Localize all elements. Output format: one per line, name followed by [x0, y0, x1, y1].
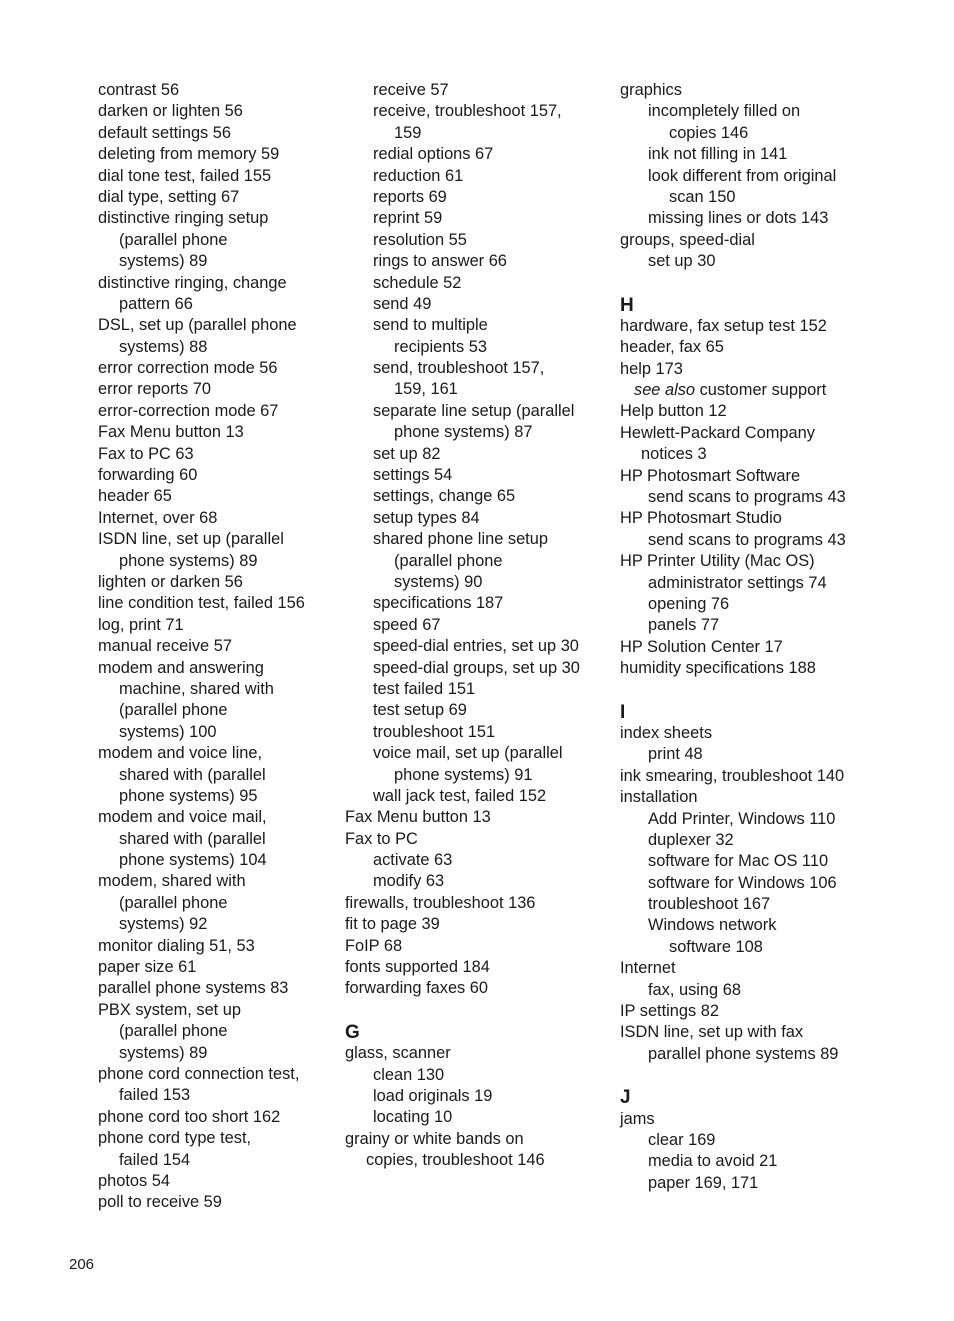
index-subentry: speed 67 [373, 615, 441, 634]
index-entry: PBX system, set up [98, 1000, 242, 1019]
index-subentry: media to avoid 21 [648, 1152, 778, 1171]
index-subentry: shared with (parallel [119, 829, 266, 848]
index-entry: paper size 61 [98, 958, 197, 977]
index-subentry: failed 153 [119, 1086, 191, 1105]
index-subentry: notices 3 [641, 445, 707, 464]
index-entry: manual receive 57 [98, 637, 232, 656]
index-entry: dial type, setting 67 [98, 187, 240, 206]
index-entry: humidity specifications 188 [620, 659, 816, 678]
index-entry: lighten or darken 56 [98, 572, 243, 591]
index-entry: Hewlett-Packard Company [620, 423, 815, 442]
index-entry: Internet, over 68 [98, 508, 218, 527]
index-subentry: settings, change 65 [373, 487, 516, 506]
index-subentry: reprint 59 [373, 209, 443, 228]
index-entry: line condition test, failed 156 [98, 594, 305, 613]
index-entry: index sheets [620, 723, 713, 742]
index-subentry: shared phone line setup [373, 530, 548, 549]
index-entry: phone cord connection test, [98, 1064, 300, 1083]
index-entry: ISDN line, set up with fax [620, 1023, 804, 1042]
index-entry: Help button 12 [620, 402, 727, 421]
index-subentry: missing lines or dots 143 [648, 209, 829, 228]
index-subentry: systems) 89 [119, 252, 208, 271]
index-subentry: receive 57 [373, 81, 449, 99]
index-subentry: look different from original [648, 166, 837, 185]
index-entry: groups, speed-dial [620, 230, 755, 249]
index-entry: Fax Menu button 13 [345, 808, 491, 827]
see-also-target: customer support [695, 381, 827, 400]
index-subentry: set up 30 [648, 252, 716, 271]
index-subentry: print 48 [648, 745, 703, 764]
index-section-heading: H [620, 294, 634, 316]
index-subentry: failed 154 [119, 1150, 191, 1169]
index-entry: modem, shared with [98, 872, 246, 891]
index-subentry: systems) 90 [394, 572, 483, 591]
index-subentry: separate line setup (parallel [373, 401, 575, 420]
index-entry: error reports 70 [98, 380, 211, 399]
index-subentry: modify 63 [373, 872, 445, 891]
index-column-2 [345, 80, 605, 1172]
index-entry: Fax to PC 63 [98, 444, 194, 463]
index-entry: IP settings 82 [620, 1002, 720, 1021]
index-subentry: administrator settings 74 [648, 573, 827, 592]
index-entry: HP Photosmart Studio [620, 509, 782, 528]
index-subentry: scan 150 [669, 187, 736, 206]
index-entry: Fax Menu button 13 [98, 423, 244, 442]
index-subentry: speed-dial groups, set up 30 [373, 658, 580, 677]
index-entry: darken or lighten 56 [98, 102, 243, 121]
index-subentry: systems) 92 [119, 915, 208, 934]
index-subentry: wall jack test, failed 152 [373, 786, 547, 805]
index-entry: Internet [620, 959, 676, 978]
index-subentry: software for Windows 106 [648, 873, 837, 892]
index-entry: fonts supported 184 [345, 958, 490, 977]
index-column-1 [98, 80, 338, 1214]
index-entry: installation [620, 788, 698, 807]
index-subentry: systems) 100 [119, 722, 217, 741]
index-subentry: (parallel phone [119, 1022, 228, 1041]
index-entry: contrast 56 [98, 81, 180, 99]
index-subentry: copies, troubleshoot 146 [366, 1151, 545, 1170]
index-section-heading: J [620, 1087, 631, 1109]
index-entry: forwarding faxes 60 [345, 979, 489, 998]
index-subentry: clear 169 [648, 1130, 716, 1149]
index-entry: deleting from memory 59 [98, 145, 280, 164]
index-entry: DSL, set up (parallel phone [98, 316, 297, 335]
index-entry: distinctive ringing, change [98, 273, 287, 292]
index-entry: monitor dialing 51, 53 [98, 936, 255, 955]
index-entry: default settings 56 [98, 123, 232, 142]
index-subentry: systems) 89 [119, 1043, 208, 1062]
index-entry: error-correction mode 67 [98, 401, 279, 420]
index-entry: HP Photosmart Software [620, 466, 801, 485]
index-subentry: opening 76 [648, 594, 730, 613]
index-subentry: setup types 84 [373, 508, 480, 527]
index-subentry: activate 63 [373, 851, 453, 870]
index-entry: glass, scanner [345, 1044, 451, 1063]
index-subentry: duplexer 32 [648, 830, 734, 849]
index-subentry: settings 54 [373, 466, 453, 485]
index-entry: ISDN line, set up (parallel [98, 530, 284, 549]
index-subentry: machine, shared with [119, 679, 274, 698]
index-subentry: panels 77 [648, 616, 720, 635]
index-subentry: receive, troubleshoot 157, [373, 102, 562, 121]
index-entry: log, print 71 [98, 615, 184, 634]
index-subentry: reduction 61 [373, 166, 464, 185]
index-entry: header, fax 65 [620, 338, 724, 357]
index-section-heading: G [345, 1021, 360, 1043]
index-entry: Fax to PC [345, 829, 418, 848]
index-subentry: send, troubleshoot 157, [373, 359, 545, 378]
index-subentry: troubleshoot 151 [373, 722, 496, 741]
index-subentry: send 49 [373, 294, 432, 313]
index-entry: dial tone test, failed 155 [98, 166, 272, 185]
index-subentry: phone systems) 91 [394, 765, 533, 784]
index-subentry: reports 69 [373, 187, 447, 206]
index-subentry: parallel phone systems 89 [648, 1044, 839, 1063]
index-subentry: systems) 88 [119, 337, 208, 356]
index-subentry: incompletely filled on [648, 102, 801, 121]
index-subentry: 159 [394, 123, 422, 142]
index-subentry: send to multiple [373, 316, 488, 335]
index-entry: distinctive ringing setup [98, 209, 269, 228]
index-subentry: schedule 52 [373, 273, 462, 292]
index-subentry: locating 10 [373, 1108, 453, 1127]
index-entry: modem and voice line, [98, 744, 262, 763]
index-subentry: recipients 53 [394, 337, 487, 356]
index-entry: header 65 [98, 487, 172, 506]
index-see-also [620, 380, 920, 401]
index-subentry: ink not filling in 141 [648, 145, 788, 164]
index-subentry: load originals 19 [373, 1086, 493, 1105]
index-subentry: phone systems) 95 [119, 786, 258, 805]
index-entry: HP Printer Utility (Mac OS) [620, 552, 815, 571]
index-subentry: copies 146 [669, 123, 749, 142]
index-entry: parallel phone systems 83 [98, 979, 289, 998]
index-entry: fit to page 39 [345, 915, 440, 934]
index-entry: FoIP 68 [345, 936, 403, 955]
index-subentry: send scans to programs 43 [648, 488, 846, 507]
index-entry: graphics [620, 81, 682, 99]
index-subentry: rings to answer 66 [373, 252, 507, 271]
index-entry: poll to receive 59 [98, 1193, 222, 1212]
index-entry: phone cord type test, [98, 1129, 252, 1148]
index-entry: hardware, fax setup test 152 [620, 316, 827, 335]
see-also-label: see also [634, 381, 696, 400]
index-subentry: clean 130 [373, 1065, 445, 1084]
index-subentry: specifications 187 [373, 594, 504, 613]
index-entry: grainy or white bands on [345, 1129, 524, 1148]
index-entry: error correction mode 56 [98, 359, 278, 378]
index-subentry: software 108 [669, 937, 763, 956]
index-subentry: troubleshoot 167 [648, 895, 771, 914]
index-subentry: phone systems) 104 [119, 851, 267, 870]
index-subentry: test failed 151 [373, 679, 476, 698]
index-subentry: shared with (parallel [119, 765, 266, 784]
index-entry: HP Solution Center 17 [620, 637, 783, 656]
index-subentry: phone systems) 89 [119, 551, 258, 570]
index-entry: firewalls, troubleshoot 136 [345, 893, 536, 912]
index-section-heading: I [620, 701, 626, 723]
index-entry: modem and voice mail, [98, 808, 267, 827]
index-entry: ink smearing, troubleshoot 140 [620, 766, 845, 785]
index-column-3 [620, 80, 920, 1194]
index-entry: modem and answering [98, 658, 264, 677]
index-subentry: (parallel phone [394, 551, 503, 570]
index-subentry: voice mail, set up (parallel [373, 744, 563, 763]
index-subentry: Add Printer, Windows 110 [648, 809, 836, 828]
index-subentry: (parallel phone [119, 701, 228, 720]
index-subentry: fax, using 68 [648, 980, 741, 999]
index-subentry: paper 169, 171 [648, 1173, 759, 1192]
index-subentry: 159, 161 [394, 380, 458, 399]
index-entry: forwarding 60 [98, 466, 198, 485]
index-subentry: send scans to programs 43 [648, 530, 846, 549]
index-entry: phone cord too short 162 [98, 1107, 281, 1126]
index-subentry: redial options 67 [373, 145, 494, 164]
index-subentry: (parallel phone [119, 230, 228, 249]
index-subentry: software for Mac OS 110 [648, 852, 829, 871]
index-subentry: phone systems) 87 [394, 423, 533, 442]
index-subentry: test setup 69 [373, 701, 467, 720]
index-subentry: Windows network [648, 916, 777, 935]
index-subentry: set up 82 [373, 444, 441, 463]
index-subentry: pattern 66 [119, 294, 193, 313]
index-entry: photos 54 [98, 1171, 170, 1190]
page-number: 206 [69, 1256, 95, 1273]
index-subentry: (parallel phone [119, 893, 228, 912]
index-entry: jams [620, 1109, 655, 1128]
index-entry: help 173 [620, 359, 683, 378]
index-subentry: resolution 55 [373, 230, 467, 249]
index-subentry: speed-dial entries, set up 30 [373, 637, 579, 656]
